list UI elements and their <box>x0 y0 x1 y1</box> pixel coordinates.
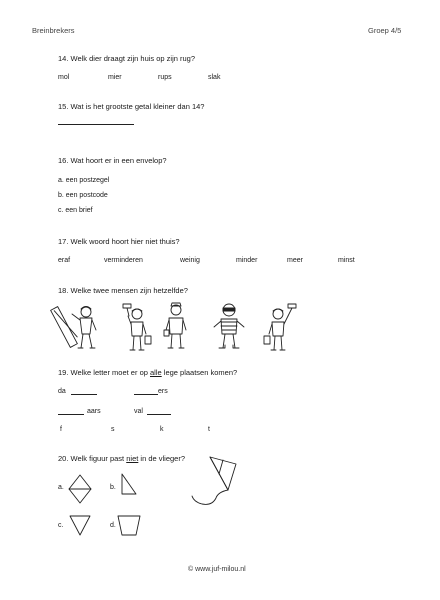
question-19-start: 19. Welke letter moet er op <box>58 368 150 377</box>
person-1-illustration <box>56 300 116 352</box>
q20-option-a-label: a. <box>58 484 64 491</box>
person-4-illustration <box>209 300 249 352</box>
q19-letter-t: t <box>208 426 210 433</box>
q19-word-ers <box>134 386 168 395</box>
q19-letter-k: k <box>160 426 164 433</box>
person-5-illustration <box>260 302 300 354</box>
q19-word-ers-text: ers <box>158 388 168 395</box>
q17-option-2: verminderen <box>104 257 143 264</box>
blank-line <box>134 386 158 395</box>
q14-option-4: slak <box>208 74 221 81</box>
person-3-illustration <box>160 300 194 352</box>
question-18: 18. Welke twee mensen zijn hetzelfde? <box>58 286 188 295</box>
q16-option-a: a. een postzegel <box>58 177 110 184</box>
kite-illustration <box>188 452 268 532</box>
question-17: 17. Welk woord hoort hier niet thuis? <box>58 237 180 246</box>
q14-option-3: rups <box>158 74 172 81</box>
blank-line <box>147 406 171 415</box>
q17-option-4: minder <box>236 257 258 264</box>
q17-option-3: weinig <box>180 257 200 264</box>
question-19-end: lege plaatsen komen? <box>161 368 238 377</box>
question-16: 16. Wat hoort er in een envelop? <box>58 156 167 165</box>
person-2-illustration <box>121 302 157 354</box>
question-19-emphasis: alle <box>150 368 162 377</box>
q19-letter-s: s <box>111 426 115 433</box>
q20-option-c-label: c. <box>58 522 64 529</box>
q17-option-1: eraf <box>58 257 71 264</box>
blank-line <box>58 406 84 415</box>
right-triangle-shape <box>116 472 138 496</box>
question-20-start: 20. Welk figuur past <box>58 454 127 463</box>
q19-word-val-text: val <box>134 408 143 415</box>
q17-option-6: minst <box>338 257 355 264</box>
footer-copyright: © www.juf-milou.nl <box>188 566 246 573</box>
q16-option-b: b. een postcode <box>58 192 108 199</box>
question-20-end: in de vlieger? <box>138 454 186 463</box>
header-right: Groep 4/5 <box>368 26 402 35</box>
q14-option-1: mol <box>58 74 70 81</box>
q19-letter-f: f <box>60 426 62 433</box>
q19-word-aars-text: aars <box>87 408 101 415</box>
question-20 <box>58 454 185 463</box>
trapezoid-shape <box>116 514 142 538</box>
question-20-emphasis: niet <box>126 454 139 463</box>
q17-option-5: meer <box>287 257 303 264</box>
header-left: Breinbrekers <box>32 26 75 35</box>
blank-line <box>71 386 97 395</box>
q16-option-c: c. een brief <box>58 207 93 214</box>
answer-line <box>58 124 134 125</box>
rhombus-shape <box>68 474 92 504</box>
q19-word-da <box>58 386 97 395</box>
question-15: 15. Wat is het grootste getal kleiner dan 14? <box>58 102 205 111</box>
question-14: 14. Welk dier draagt zijn huis op zijn rug? <box>58 54 196 63</box>
q19-word-da-text: da <box>58 388 66 395</box>
q20-option-d-label: d. <box>110 522 116 529</box>
q19-word-aars <box>58 406 101 415</box>
question-19 <box>58 368 237 377</box>
q19-word-val <box>134 406 171 415</box>
q14-option-2: mier <box>108 74 122 81</box>
inverted-triangle-shape <box>68 514 92 538</box>
q20-option-b-label: b. <box>110 484 116 491</box>
